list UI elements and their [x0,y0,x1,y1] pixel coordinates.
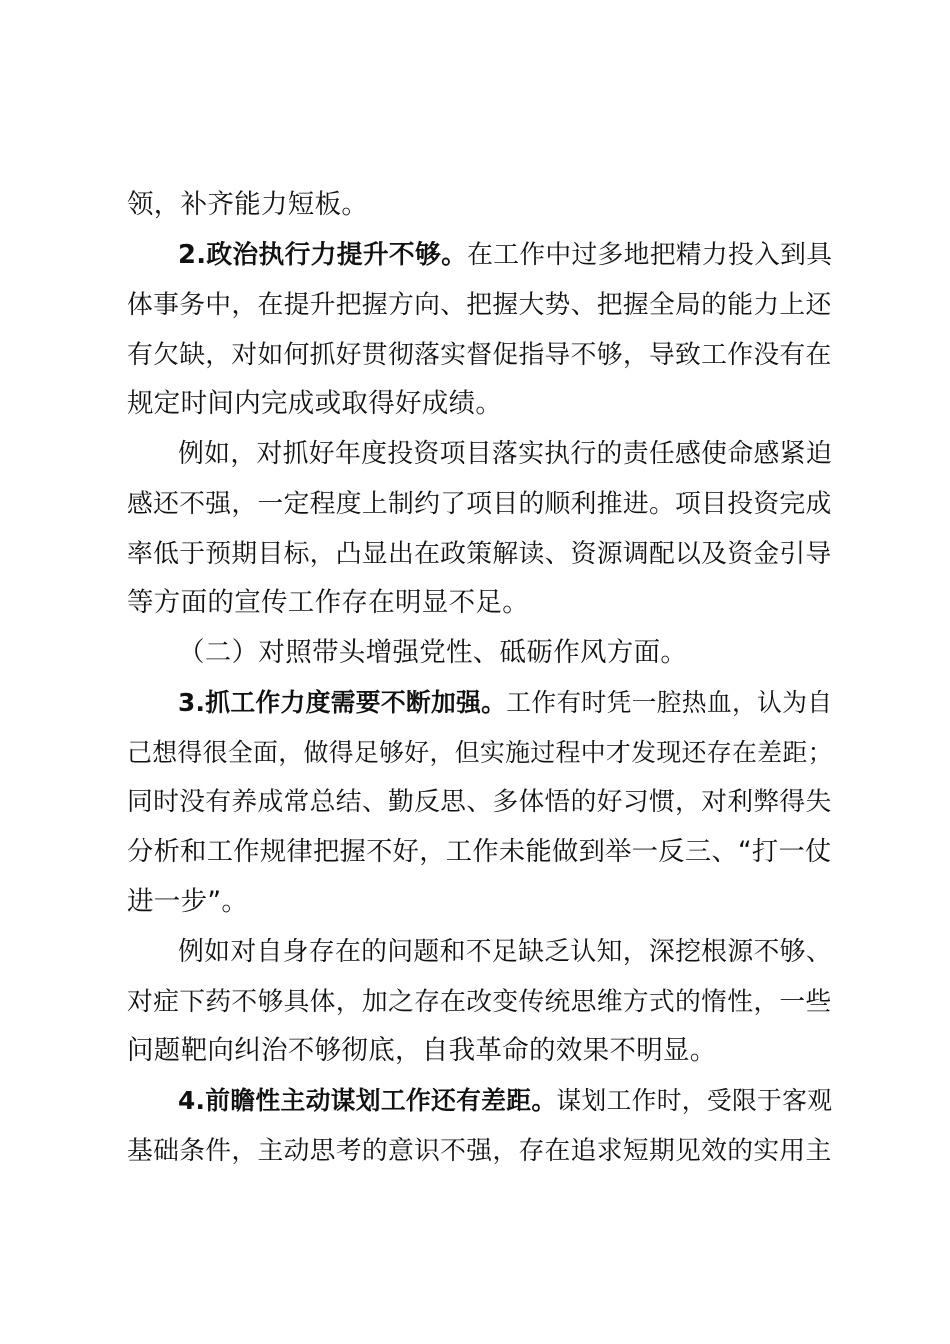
text-line: 规定时间内完成或取得好成绩。 [127,388,503,419]
text-line: 体事务中，在提升把握方向、把握大势、把握全局的能力上还 [127,290,832,320]
text-line: 分析和工作规律把握不好，工作未能做到举一反三、“打一仗 [127,837,832,867]
item-4-title: 4.前瞻性主动谋划工作还有差距。 [178,1086,557,1115]
item-4-heading-line: 4.前瞻性主动谋划工作还有差距。谋划工作时，受限于客观 [178,1086,833,1115]
example-paragraph-line: 例如，对抓好年度投资项目落实执行的责任感使命感紧迫 [178,439,832,469]
item-3-title: 3.抓工作力度需要不断加强。 [178,688,507,717]
item-2-title: 2.政治执行力提升不够。 [178,240,468,270]
text-line: 有欠缺，对如何抓好贯彻落实督促指导不够，导致工作没有在 [127,340,832,370]
text-line: 领，补齐能力短板。 [127,189,369,220]
text-line: 等方面的宣传工作存在明显不足。 [127,587,529,618]
text-line: 对症下药不够具体，加之存在改变传统思维方式的惰性，一些 [127,987,832,1017]
text-line: 感还不强，一定程度上制约了项目的顺利推进。项目投资完成 [127,489,832,519]
text-line: 率低于预期目标，凸显出在政策解读、资源调配以及资金引导 [127,539,832,569]
example-paragraph-line: 例如对自身存在的问题和不足缺乏认知，深挖根源不够、 [178,937,832,967]
section-heading: （二）对照带头增强党性、砥砺作风方面。 [178,637,688,668]
item-2-heading-line: 2.政治执行力提升不够。在工作中过多地把精力投入到具 [178,240,833,270]
text-line: 同时没有养成常总结、勤反思、多体悟的好习惯，对利弊得失 [127,787,832,817]
text-line: 基础条件，主动思考的意识不强，存在追求短期见效的实用主 [127,1136,832,1166]
text-line: 问题靶向纠治不够彻底，自我革命的效果不明显。 [127,1035,717,1066]
text-line: 进一步”。 [127,886,249,917]
item-3-heading-line: 3.抓工作力度需要不断加强。工作有时凭一腔热血，认为自 [178,688,833,717]
text-line: 己想得很全面，做得足够好，但实施过程中才发现还存在差距； [127,738,833,767]
